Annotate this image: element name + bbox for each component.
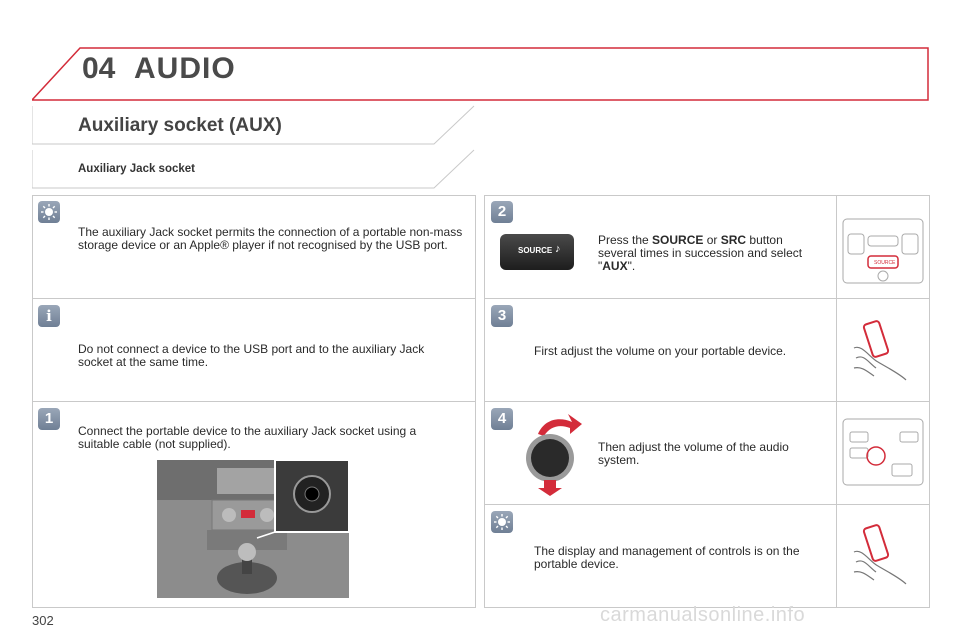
right-divider-3: [484, 504, 930, 505]
warning-text: Do not connect a device to the USB port and to the auxiliary Jack socket at the same time.: [78, 342, 425, 369]
control-panel-illustration: [842, 218, 924, 284]
subsection-title: Auxiliary Jack socket: [78, 163, 195, 175]
volume-knob-illustration: [520, 410, 590, 496]
step-2-icon: 2: [491, 201, 513, 223]
left-divider-1: [32, 298, 476, 299]
audio-system-illustration: [842, 418, 924, 486]
watermark: carmanualsonline.info: [600, 604, 806, 626]
info-text: The auxiliary Jack socket permits the connection of a portable non-mass storage device or an Apple® player if not recognised by the USB port.: [78, 225, 463, 252]
svg-text:SOURCE: SOURCE: [874, 260, 896, 266]
info-2-text: The display and management of controls is on the portable device.: [534, 544, 800, 571]
step-1-icon: 1: [38, 408, 60, 430]
page-number: 302: [32, 613, 54, 628]
left-divider-2: [32, 401, 476, 402]
step-2-text: Press the SOURCE or SRC button several times in succession and select "AUX".: [598, 233, 803, 273]
right-image-column-divider: [836, 195, 837, 608]
source-button-illustration: [500, 234, 574, 270]
car-interior-illustration: [157, 460, 349, 598]
chapter-number: 04: [82, 52, 116, 85]
step-3-text: First adjust the volume on your portable device.: [534, 344, 787, 358]
info-i-icon: i: [38, 305, 60, 327]
tip-icon: [38, 201, 60, 223]
step-4-text: Then adjust the volume of the audio system.: [598, 440, 789, 467]
step-4-icon: 4: [491, 408, 513, 430]
step-1-text: Connect the portable device to the auxiliary Jack socket using a suitable cable (not supplied).: [78, 424, 417, 451]
chapter-title: AUDIO: [134, 52, 236, 85]
step-3-icon: 3: [491, 305, 513, 327]
source-button-label: SOURCE: [518, 246, 553, 255]
section-title: Auxiliary socket (AUX): [78, 115, 282, 136]
music-note-icon: ♪: [555, 243, 561, 255]
portable-device-hand-illustration-2: [848, 522, 910, 588]
tip-icon-2: [491, 511, 513, 533]
right-divider-1: [484, 298, 930, 299]
portable-device-hand-illustration: [848, 318, 910, 384]
right-divider-2: [484, 401, 930, 402]
